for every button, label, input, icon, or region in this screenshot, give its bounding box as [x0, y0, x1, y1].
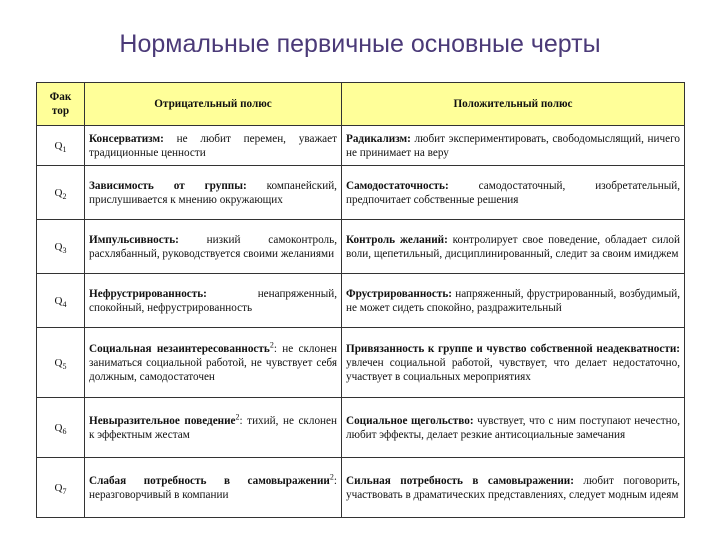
factor-letter: Q	[54, 186, 63, 199]
page-title: Нормальные первичные основные черты	[119, 30, 601, 58]
positive-description: любит поговорить, участвовать в драматических представлениях, следует модным идеям	[346, 474, 680, 501]
factor-cell	[37, 274, 85, 328]
positive-pole-cell	[342, 274, 685, 328]
factor-index: 1	[62, 144, 67, 154]
table-row	[37, 126, 685, 166]
positive-term: Фрустрированность:	[346, 287, 452, 300]
positive-term: Самодостаточность:	[346, 179, 449, 192]
header-factor-line1: Фак	[49, 91, 72, 103]
header-factor	[37, 83, 85, 126]
positive-description: самодостаточный, изобретательный, предпочитает собственные решения	[346, 179, 680, 206]
positive-term: Радикализм:	[346, 132, 411, 145]
factor-index: 4	[62, 299, 67, 309]
factor-index: 2	[62, 191, 67, 201]
factor-letter: Q	[54, 240, 63, 253]
factor-index: 3	[62, 245, 67, 255]
factor-cell	[37, 328, 85, 398]
table-row	[37, 220, 685, 274]
negative-footnote: 2	[235, 411, 240, 421]
positive-pole-cell	[342, 126, 685, 166]
positive-term: Контроль желаний:	[346, 233, 448, 246]
negative-footnote: 2	[269, 339, 274, 349]
negative-pole-cell	[85, 398, 342, 458]
header-positive: Положительный полюс	[342, 83, 685, 126]
negative-pole-cell	[85, 220, 342, 274]
factor-letter: Q	[54, 356, 63, 369]
factor-cell	[37, 166, 85, 220]
positive-description: контролирует свое поведение, обладает силой воли, щепетильный, дисциплинированный, следит за своим имиджем	[346, 233, 680, 260]
positive-term: Социальное щегольство:	[346, 414, 474, 427]
negative-description: не любит перемен, уважает традиционные ценности	[89, 132, 337, 159]
factor-index: 7	[62, 486, 67, 496]
negative-term: Нефрустрированность:	[89, 287, 207, 300]
negative-description: : тихий, не склонен к эффектным жестам	[89, 414, 337, 441]
negative-term: Консерватизм:	[89, 132, 164, 145]
factor-cell	[37, 126, 85, 166]
positive-description: любит экспериментировать, свободомыслящий, ничего не принимает на веру	[346, 132, 680, 159]
header-factor-line2: тор	[51, 105, 70, 117]
positive-description: напряженный, фрустрированный, возбудимый, не может сидеть спокойно, раздражительный	[346, 287, 680, 314]
negative-term: Импульсивность:	[89, 233, 179, 246]
factor-index: 6	[62, 426, 67, 436]
negative-description: ненапряженный, спокойный, нефрустрированность	[89, 287, 337, 314]
positive-pole-cell	[342, 220, 685, 274]
positive-pole-cell	[342, 458, 685, 518]
positive-description: чувствует, что с ним поступают нечестно, любит эффекты, делает резкие антисоциальные замечания	[346, 414, 680, 441]
negative-description: низкий самоконтроль, расхлябанный, руководствуется своими желаниями	[89, 233, 337, 260]
negative-pole-cell	[85, 166, 342, 220]
factor-letter: Q	[54, 421, 63, 434]
negative-description: : не склонен заниматься социальной работой, не чувствует себя должным, самодостаточен	[89, 342, 338, 383]
factor-cell	[37, 220, 85, 274]
table-row	[37, 328, 685, 398]
negative-pole-cell	[85, 274, 342, 328]
table-row	[37, 458, 685, 518]
negative-term: Слабая потребность в самовыражении	[89, 474, 330, 487]
positive-description: увлечен социальной работой, чувствует, что делает недостаточно, участвует в социальных мероприятиях	[346, 356, 680, 383]
negative-description: : неразговорчивый в компании	[89, 474, 337, 501]
negative-pole-cell	[85, 126, 342, 166]
factor-cell	[37, 398, 85, 458]
factor-letter: Q	[54, 139, 63, 152]
negative-pole-cell	[85, 458, 342, 518]
table-header-row	[37, 83, 685, 126]
traits-table	[36, 82, 685, 518]
table-row	[37, 398, 685, 458]
negative-term: Зависимость от группы:	[89, 179, 247, 192]
positive-pole-cell	[342, 166, 685, 220]
factor-cell	[37, 458, 85, 518]
positive-term: Сильная потребность в самовыражении:	[346, 474, 574, 487]
negative-term: Невыразительное поведение	[89, 414, 236, 427]
negative-pole-cell	[85, 328, 342, 398]
positive-pole-cell	[342, 398, 685, 458]
negative-term: Социальная незаинтересованность	[89, 342, 270, 355]
table-row	[37, 274, 685, 328]
factor-index: 5	[62, 361, 67, 371]
table-row	[37, 166, 685, 220]
positive-term: Привязанность к группе и чувство собственной неадекватности:	[346, 342, 680, 355]
negative-description: компанейский, прислушивается к мнению окружающих	[89, 179, 337, 206]
positive-pole-cell	[342, 328, 685, 398]
negative-footnote: 2	[329, 471, 334, 481]
header-negative: Отрицательный полюс	[85, 83, 342, 126]
factor-letter: Q	[54, 481, 63, 494]
factor-letter: Q	[54, 294, 63, 307]
